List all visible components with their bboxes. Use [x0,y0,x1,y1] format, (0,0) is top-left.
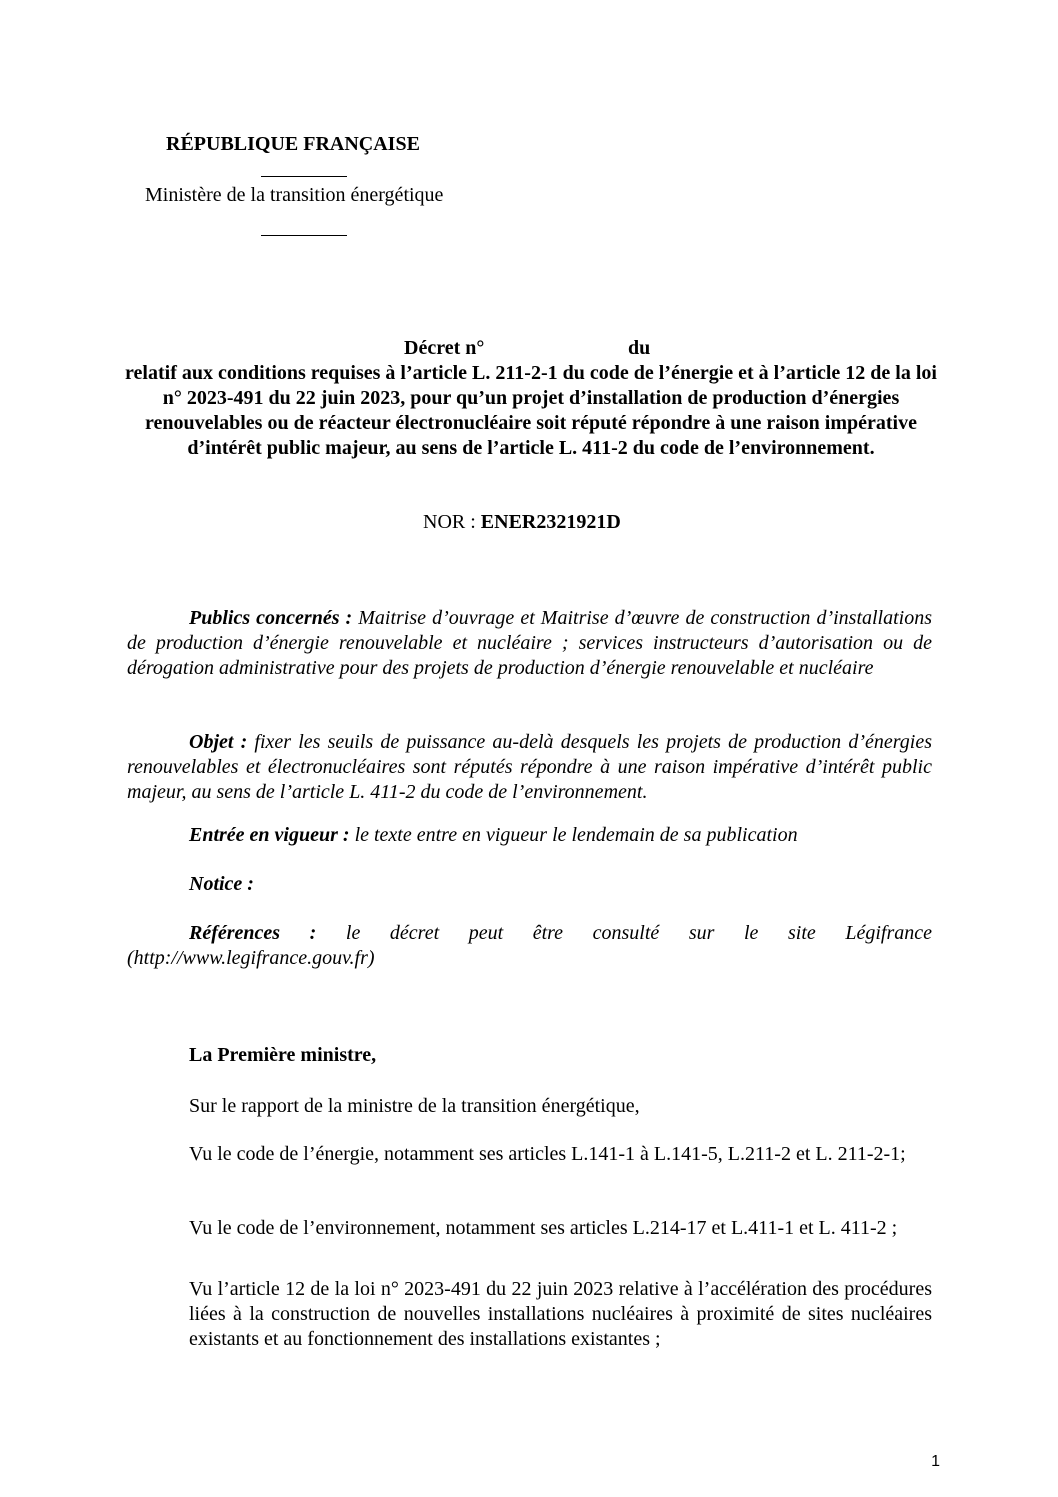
premiere-ministre-heading: La Première ministre, [189,1044,377,1066]
references-text: le décret peut être consulté sur le site Légifrance (http://www.legifrance.gouv.fr) [127,922,932,969]
publics-concernes-paragraph [127,606,932,681]
entree-en-vigueur-paragraph [127,823,932,848]
notice-label: Notice : [189,873,254,895]
page-number: 1 [931,1453,940,1470]
references-paragraph [127,921,932,971]
objet-paragraph [127,730,932,805]
objet-label: Objet : [189,731,248,753]
entree-en-vigueur-text: le texte entre en vigueur le lendemain de sa publication [349,824,798,846]
entree-en-vigueur-label: Entrée en vigueur : [189,824,350,846]
vu-loi-paragraph: Vu l’article 12 de la loi n° 2023-491 du 22 juin 2023 relative à l’accélération des procédures liées à la construction de nouvelles installations nucléaires à proximité de sites nucléaires existants et au fonctionnement des installations existantes ; [189,1278,932,1350]
publics-concernes-text: Maitrise d’ouvrage et Maitrise d’œuvre de construction d’installations de production d’énergie renouvelable et nucléaire ; services instructeurs d’autorisation ou de dérogation administrative pour des projets de production d’énergie renouvelable et nucléaire [127,607,933,679]
references-label: Références : [189,922,317,944]
vu-code-environnement-paragraph: Vu le code de l’environnement, notamment ses articles L.214-17 et L.411-1 et L. 411-2 ; [189,1217,898,1239]
nor-line [423,510,621,535]
vu-code-energie-paragraph: Vu le code de l’énergie, notamment ses articles L.141-1 à L.141-5, L.211-2 et L. 211-2-1; [189,1143,906,1165]
decree-date-label: du [628,337,651,359]
header-divider-bottom [261,235,347,236]
notice-paragraph [127,872,932,897]
rapport-paragraph: Sur le rapport de la ministre de la transition énergétique, [189,1095,640,1117]
decree-number-label: Décret n° [404,337,485,359]
objet-text: fixer les seuils de puissance au-delà desquels les projets de production d’énergies renouvelables et électronucléaires sont réputés répondre à une raison impérative d’intérêt public majeur, au sens de l’article L. 411-2 du code de l’environnement. [127,731,933,803]
nor-label: NOR : [423,511,481,533]
nor-value: ENER2321921D [480,511,621,533]
decree-subject: relatif aux conditions requises à l’article L. 211-2-1 du code de l’énergie et à l’article 12 de la loi n° 2023-491 du 22 juin 2023, pour qu’un projet d’installation de production d’énergies renouvelables ou de réacteur électronucléaire soit réputé répondre à une raison impérative d’intérêt public majeur, au sens de l’article L. 411-2 du code de l’environnement. [125,362,937,459]
republic-heading: RÉPUBLIQUE FRANÇAISE [166,133,420,155]
ministry-name: Ministère de la transition énergétique [145,184,444,206]
publics-concernes-label: Publics concernés : [189,607,353,629]
header-divider-top [261,176,347,177]
